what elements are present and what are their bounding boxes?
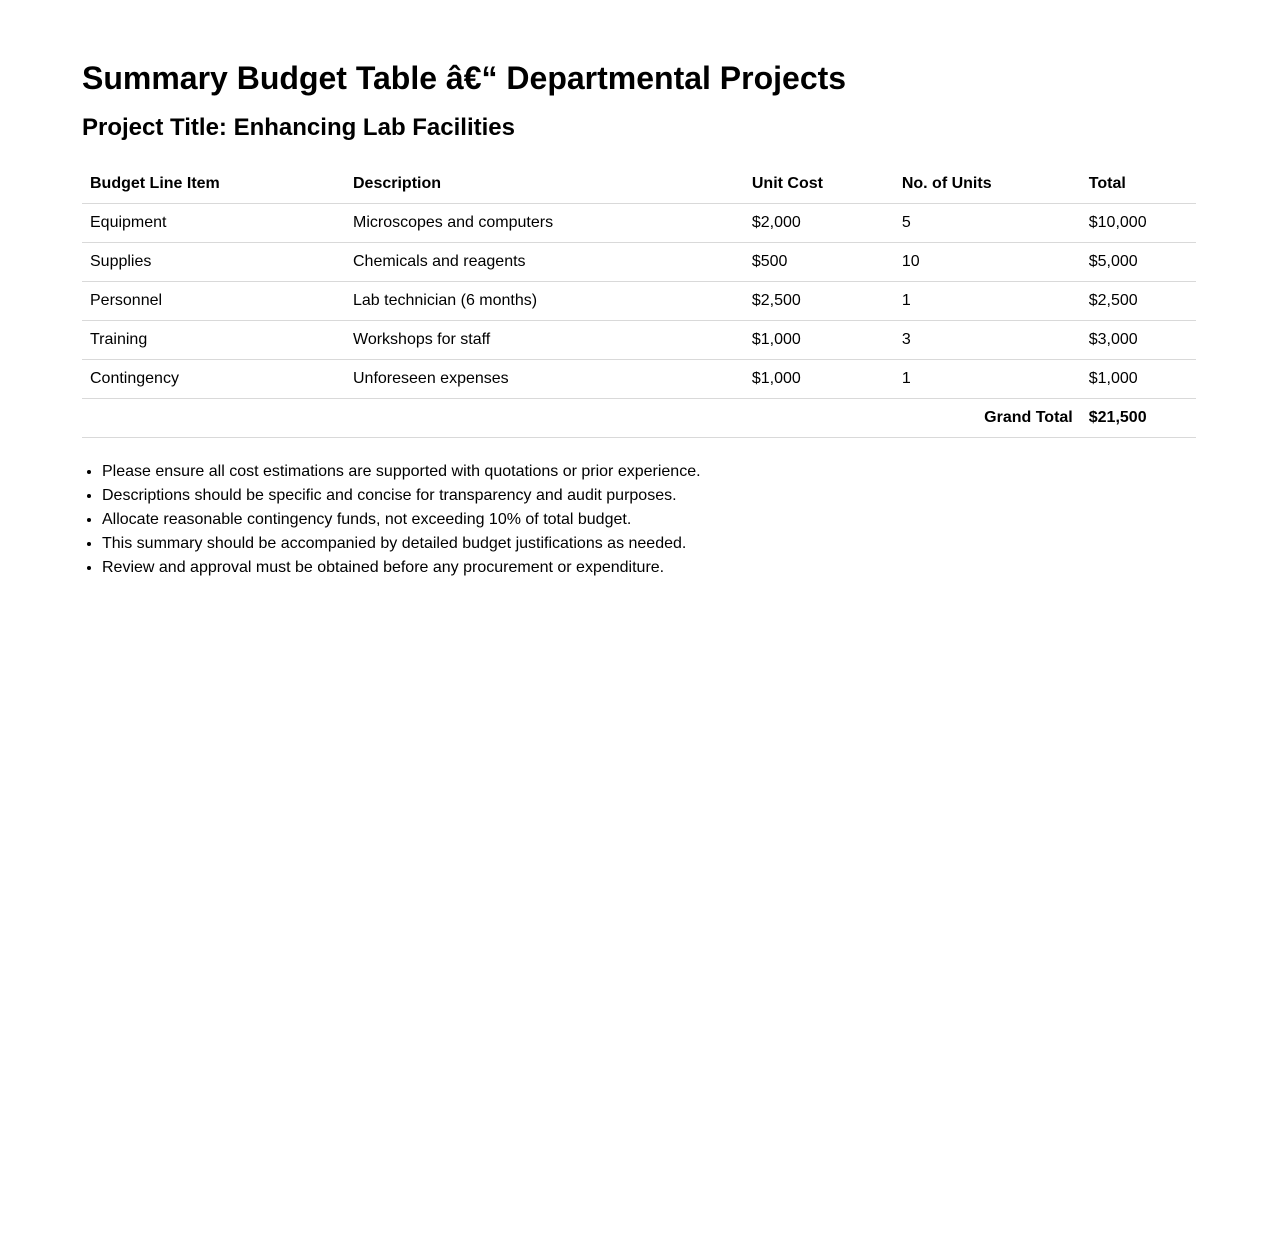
- cell-total: $2,500: [1081, 282, 1196, 321]
- cell-budget-line-item: Contingency: [82, 360, 345, 399]
- cell-total: $1,000: [1081, 360, 1196, 399]
- cell-description: Workshops for staff: [345, 321, 744, 360]
- notes-list: [82, 460, 1196, 580]
- cell-budget-line-item: Equipment: [82, 204, 345, 243]
- document-page: [0, 0, 1278, 580]
- note-item: • Descriptions should be specific and concise for transparency and audit purposes.: [102, 484, 1196, 508]
- table-header-row: [82, 165, 1196, 204]
- cell-unit-cost: $2,000: [744, 204, 894, 243]
- grand-total-value: $21,500: [1081, 399, 1196, 438]
- table-row: [82, 321, 1196, 360]
- header-unit-cost: Unit Cost: [744, 165, 894, 204]
- cell-total: $5,000: [1081, 243, 1196, 282]
- cell-budget-line-item: Personnel: [82, 282, 345, 321]
- table-row: [82, 282, 1196, 321]
- cell-description: Lab technician (6 months): [345, 282, 744, 321]
- budget-table: [82, 165, 1196, 438]
- grand-total-row: [82, 399, 1196, 438]
- project-title: Project Title: Enhancing Lab Facilities: [82, 114, 515, 141]
- cell-no-of-units: 10: [894, 243, 1081, 282]
- table-row: [82, 204, 1196, 243]
- page-title: Summary Budget Table â€“ Departmental Projects: [82, 60, 847, 96]
- table-row: [82, 360, 1196, 399]
- cell-description: Microscopes and computers: [345, 204, 744, 243]
- note-item: • Review and approval must be obtained before any procurement or expenditure.: [102, 556, 1196, 580]
- cell-no-of-units: 1: [894, 282, 1081, 321]
- note-item: • Please ensure all cost estimations are supported with quotations or prior experience.: [102, 460, 1196, 484]
- cell-budget-line-item: Supplies: [82, 243, 345, 282]
- grand-total-label: Grand Total: [82, 399, 1081, 438]
- cell-unit-cost: $2,500: [744, 282, 894, 321]
- cell-budget-line-item: Training: [82, 321, 345, 360]
- cell-unit-cost: $1,000: [744, 321, 894, 360]
- header-budget-line-item: Budget Line Item: [82, 165, 345, 204]
- header-no-of-units: No. of Units: [894, 165, 1081, 204]
- note-item: • This summary should be accompanied by detailed budget justifications as needed.: [102, 532, 1196, 556]
- cell-no-of-units: 3: [894, 321, 1081, 360]
- cell-description: Chemicals and reagents: [345, 243, 744, 282]
- table-row: [82, 243, 1196, 282]
- cell-no-of-units: 1: [894, 360, 1081, 399]
- note-item: • Allocate reasonable contingency funds, not exceeding 10% of total budget.: [102, 508, 1196, 532]
- cell-no-of-units: 5: [894, 204, 1081, 243]
- cell-total: $10,000: [1081, 204, 1196, 243]
- cell-unit-cost: $1,000: [744, 360, 894, 399]
- cell-description: Unforeseen expenses: [345, 360, 744, 399]
- header-total: Total: [1081, 165, 1196, 204]
- cell-unit-cost: $500: [744, 243, 894, 282]
- cell-total: $3,000: [1081, 321, 1196, 360]
- header-description: Description: [345, 165, 744, 204]
